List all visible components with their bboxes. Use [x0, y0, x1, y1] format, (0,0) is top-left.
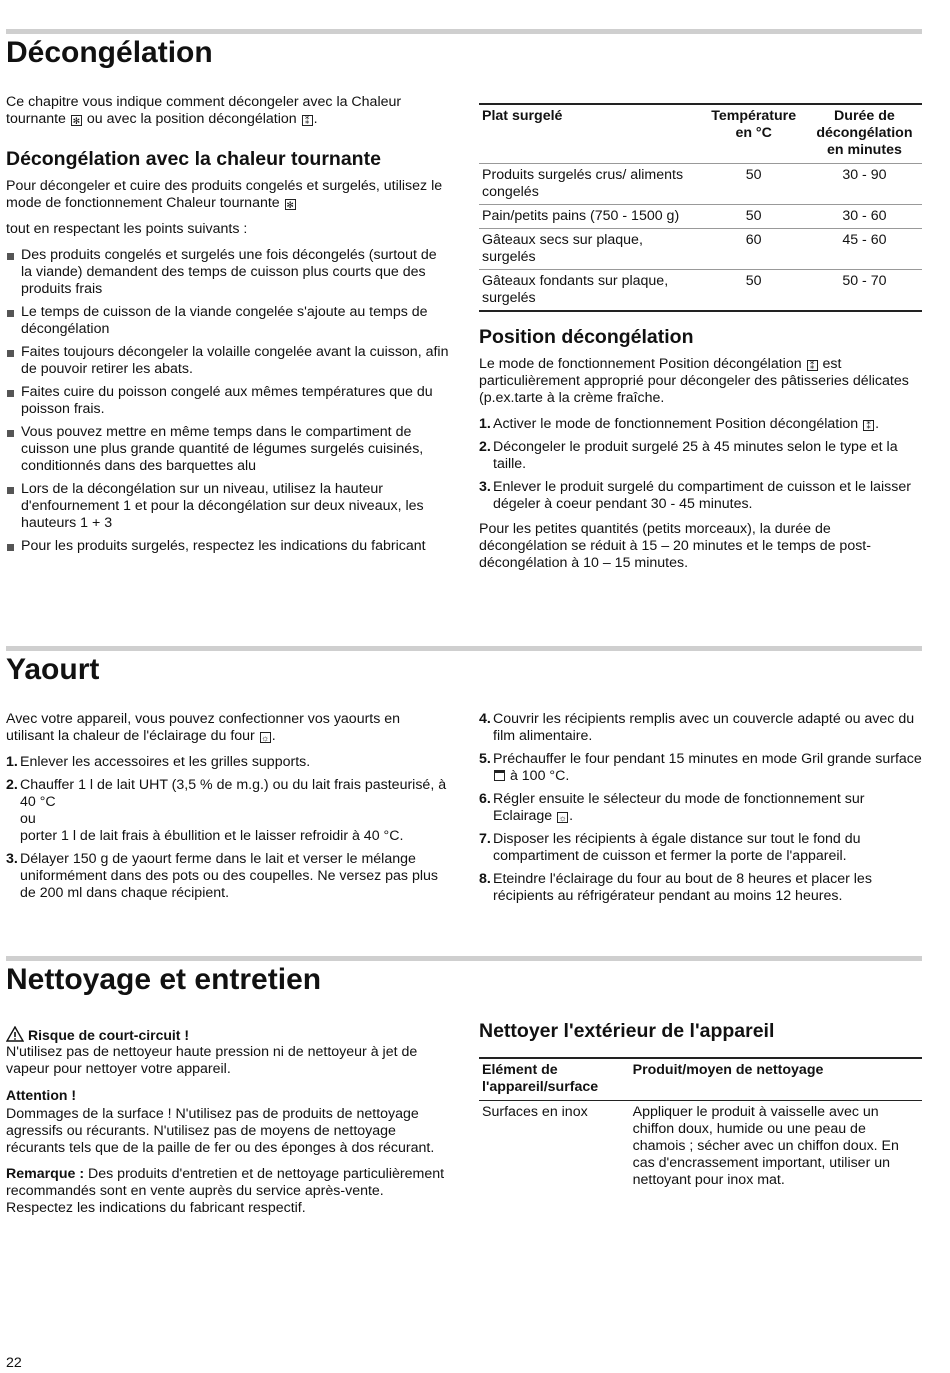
left-column — [6, 94, 451, 561]
intro-paragraph: Avec votre appareil, vous pouvez confectionner vos yaourts en utilisant la chaleur de l'éclairage du four ☼ . — [6, 711, 401, 744]
list-item: 1. Activer le mode de fonctionnement Position décongélation ⁑ . — [479, 416, 880, 432]
attention-heading: Attention ! — [6, 1087, 76, 1103]
list-item: Faites cuire du poisson congelé aux mêmes températures que du poisson frais. — [6, 384, 451, 418]
warning-triangle-icon — [6, 1026, 24, 1042]
section-title: Nettoyage et entretien — [6, 963, 322, 996]
defrost-icon: ⁑ — [807, 360, 818, 371]
table-row: Gâteaux secs sur plaque, surgelés 60 45 - 60 — [479, 229, 922, 270]
list-item: Le temps de cuisson de la viande congelée s'ajoute au temps de décongélation — [6, 304, 451, 338]
oven-light-icon: ☼ — [261, 733, 270, 743]
list-item: Vous pouvez mettre en même temps dans le compartiment de cuisson une plus grande quantité de légumes surgelés cuisinés, conditionnés dans des barquettes alu — [6, 424, 451, 475]
page-number: 22 — [6, 1355, 22, 1371]
defrost-table — [479, 103, 922, 312]
table-header: Produit/moyen de nettoyage — [632, 1062, 824, 1078]
subsection-title: Position décongélation — [479, 326, 694, 348]
warning-heading: Risque de court-circuit ! — [6, 1026, 451, 1044]
defrost-icon: ⁑ — [302, 115, 313, 126]
list-item: 5. Préchauffer le four pendant 15 minutes en mode Gril grande surface à 100 °C. — [479, 751, 922, 784]
left-column — [6, 711, 451, 910]
table-row: Gâteaux fondants sur plaque, surgelés 50 50 - 70 — [479, 270, 922, 312]
list-item: Pour les produits surgelés, respectez les indications du fabricant — [6, 538, 451, 555]
numbered-list — [6, 754, 451, 902]
list-item: 6. Régler ensuite le sélecteur du mode de fonctionnement sur Eclairage ☼ . — [479, 791, 865, 824]
remark-paragraph: Remarque : Des produits d'entretien et de nettoyage particulièrement recommandés sont en vente auprès du service après-vente. Respectez les indications du fabricant respectif. — [6, 1166, 445, 1216]
convection-fan-icon: ✻ — [286, 200, 294, 210]
defrost-icon: ⁑ — [863, 420, 874, 431]
paragraph: Le mode de fonctionnement Position décongélation ⁑ est particulièrement approprié pour décongeler des pâtisseries délicates (p.ex.tarte à la crème fraîche. — [479, 356, 909, 406]
table-row: Produits surgelés crus/ aliments congelés 50 30 - 90 — [479, 164, 922, 205]
list-item: 8. Eteindre l'éclairage du four au bout de 8 heures et placer les récipients au réfrigérateur pendant au moins 12 heures. — [479, 871, 872, 904]
list-item: 2. Décongeler le produit surgelé 25 à 45 minutes selon le type et la taille. — [479, 439, 898, 472]
subsection-title: Nettoyer l'extérieur de l'appareil — [479, 1020, 775, 1042]
table-header: Elément de l'appareil/surface — [482, 1062, 599, 1095]
list-item: Faites toujours décongeler la volaille congelée avant la cuisson, afin de pouvoir retirer les abats. — [6, 344, 451, 378]
list-item: 7. Disposer les récipients à égale distance sur tout le fond du compartiment de cuisson et fermer la porte de l'appareil. — [479, 831, 861, 864]
numbered-list — [479, 416, 922, 513]
right-column — [479, 1020, 922, 1192]
section-nettoyage — [6, 956, 922, 1216]
list-item: Lors de la décongélation sur un niveau, utilisez la hauteur d'enfournement 1 et pour la décongélation sur deux niveaux, les hauteurs 1 + 3 — [6, 481, 451, 532]
list-item: 3. Enlever le produit surgelé du compartiment de cuisson et le laisser dégeler à coeur pendant 30 - 45 minutes. — [479, 479, 911, 512]
paragraph: Pour les petites quantités (petits morceaux), la durée de décongélation se réduit à 15 – 20 minutes et le temps de post-décongélation à 10 – 15 minutes. — [479, 521, 871, 571]
section-rule — [6, 956, 922, 961]
list-item: 2. Chauffer 1 l de lait UHT (3,5 % de m.g.) ou du lait frais pasteurisé, à 40 °C ou porter 1 l de lait frais à ébullition et le laisser refroidir à 40 °C. — [6, 777, 447, 844]
intro-paragraph: Ce chapitre vous indique comment décongeler avec la Chaleur tournante ✻ ou avec la position décongélation ⁑ . — [6, 94, 402, 127]
left-column — [6, 1026, 451, 1226]
table-row: Surfaces en inox Appliquer le produit à vaisselle avec un chiffon doux, humide ou une peau de chamois ; sécher avec un chiffon doux. En cas d'encrassement important, utiliser un nettoyant pour inox mat. — [479, 1101, 922, 1193]
list-item: 1. Enlever les accessoires et les grilles supports. — [6, 754, 311, 770]
bullet-list — [6, 247, 451, 555]
grill-icon — [494, 770, 505, 781]
section-yaourt — [6, 646, 922, 904]
right-column — [479, 103, 922, 581]
section-title: Décongélation — [6, 36, 213, 69]
numbered-list — [479, 711, 922, 905]
paragraph: tout en respectant les points suivants : — [6, 221, 248, 237]
paragraph: Pour décongeler et cuire des produits congelés et surgelés, utilisez le mode de fonctionnement Chaleur tournante ✻ — [6, 178, 443, 211]
list-item: 3. Délayer 150 g de yaourt ferme dans le lait et verser le mélange uniformément dans des pots ou des coupelles. Ne versez pas plus de 200 ml dans chaque récipient. — [6, 851, 438, 901]
section-title: Yaourt — [6, 653, 100, 686]
subsection-title: Décongélation avec la chaleur tournante — [6, 148, 381, 170]
section-decongelation — [6, 29, 922, 571]
table-header: Durée de décongélation en minutes — [816, 108, 913, 158]
right-column — [479, 711, 922, 913]
table-row: Pain/petits pains (750 - 1500 g) 50 30 - 60 — [479, 205, 922, 229]
list-item: 4. Couvrir les récipients remplis avec un couvercle adapté ou avec du film alimentaire. — [479, 711, 915, 744]
table-header: Plat surgelé — [482, 108, 563, 124]
attention-text: Dommages de la surface ! N'utilisez pas de produits de nettoyage agressifs ou récurants. N'utilisez pas de moyens de nettoyage récurants tels que de la paille de fer ou des éponges à dos récurant. — [6, 1106, 435, 1156]
section-rule — [6, 646, 922, 651]
warning-text: N'utilisez pas de nettoyeur haute pression ni de nettoyeur à jet de vapeur pour nettoyer votre appareil. — [6, 1044, 418, 1077]
convection-fan-icon: ✻ — [72, 116, 81, 126]
list-item: Des produits congelés et surgelés une fois décongelés (surtout de la viande) demandent des temps de cuisson plus courts que des produits frais — [6, 247, 451, 298]
section-rule — [6, 29, 922, 34]
cleaning-table — [479, 1057, 922, 1192]
table-header: Température en °C — [711, 108, 797, 141]
oven-light-icon: ☼ — [558, 813, 567, 823]
